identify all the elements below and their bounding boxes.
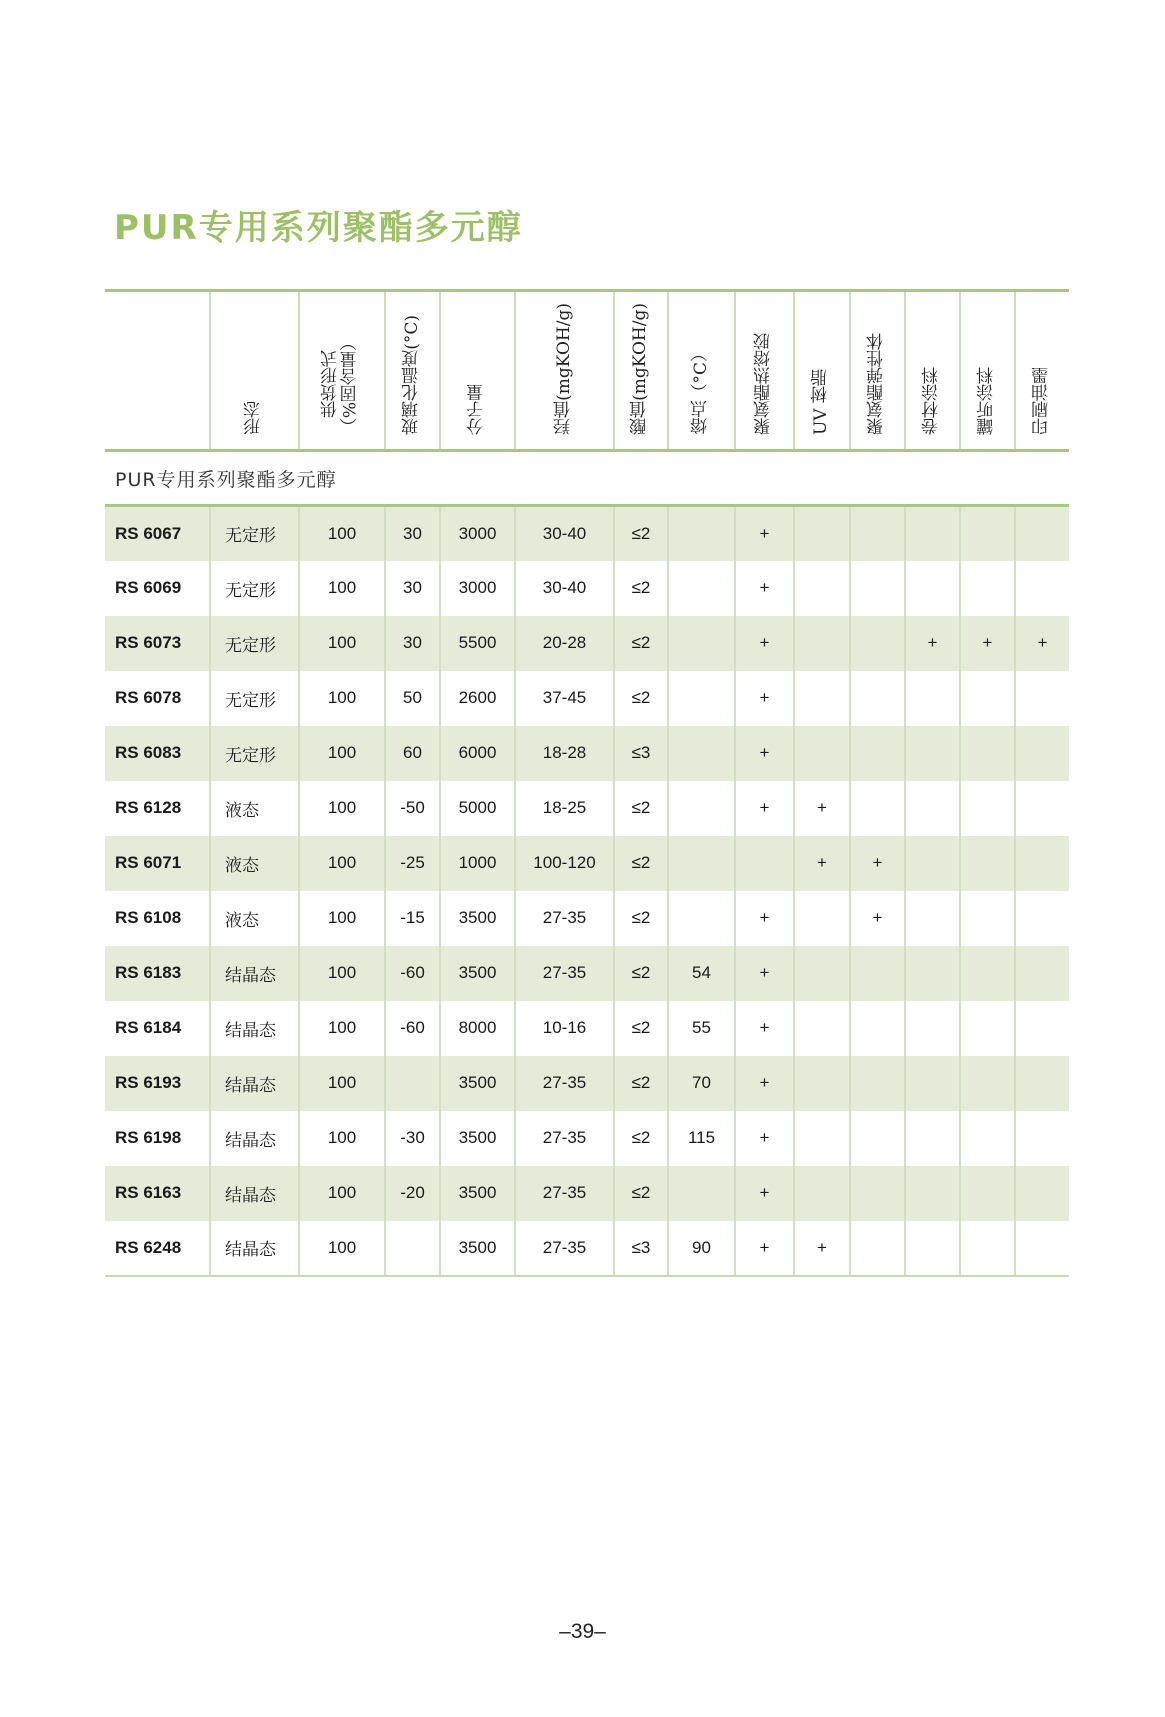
table-row <box>105 1221 1069 1276</box>
cell-can-coating <box>960 1221 1015 1276</box>
table-header-row <box>105 291 1069 451</box>
cell-supply-form: 100 <box>299 506 385 561</box>
cell-hydroxyl-value: 27-35 <box>515 1056 614 1111</box>
cell-printing-ink <box>1015 671 1069 726</box>
cell-pu-hotmelt: + <box>735 616 794 671</box>
cell-molecular-weight: 3500 <box>440 1166 515 1221</box>
cell-pu-hotmelt: + <box>735 1166 794 1221</box>
cell-pu-hotmelt: + <box>735 1001 794 1056</box>
cell-product-code: RS 6248 <box>105 1221 210 1276</box>
cell-pu-elastomer <box>850 1221 905 1276</box>
cell-product-code: RS 6183 <box>105 946 210 1001</box>
cell-pu-elastomer <box>850 506 905 561</box>
cell-can-coating <box>960 781 1015 836</box>
cell-coil-coating <box>905 836 960 891</box>
cell-form: 无定形 <box>210 671 299 726</box>
header-tg-label: 玻璃化温度(°C) <box>401 315 422 435</box>
cell-coil-coating <box>905 671 960 726</box>
cell-molecular-weight: 2600 <box>440 671 515 726</box>
cell-uv-resin <box>794 506 850 561</box>
cell-pu-hotmelt: + <box>735 781 794 836</box>
cell-product-code: RS 6184 <box>105 1001 210 1056</box>
cell-coil-coating <box>905 561 960 616</box>
cell-can-coating <box>960 946 1015 1001</box>
header-supply-form-label: 供货形式 （%固含量） <box>321 333 361 435</box>
cell-supply-form: 100 <box>299 726 385 781</box>
cell-hydroxyl-value: 10-16 <box>515 1001 614 1056</box>
cell-uv-resin <box>794 561 850 616</box>
cell-supply-form: 100 <box>299 946 385 1001</box>
cell-form: 结晶态 <box>210 1221 299 1276</box>
cell-printing-ink <box>1015 836 1069 891</box>
cell-acid-value: ≤2 <box>614 1111 668 1166</box>
cell-form: 无定形 <box>210 561 299 616</box>
cell-hydroxyl-value: 27-35 <box>515 1111 614 1166</box>
header-acid-value-label: 酸值(mgKOH/g) <box>630 303 651 435</box>
table-row <box>105 891 1069 946</box>
cell-hydroxyl-value: 37-45 <box>515 671 614 726</box>
cell-can-coating <box>960 726 1015 781</box>
cell-molecular-weight: 5500 <box>440 616 515 671</box>
cell-pu-elastomer <box>850 671 905 726</box>
cell-tg: -50 <box>385 781 440 836</box>
cell-product-code: RS 6069 <box>105 561 210 616</box>
cell-tg: -20 <box>385 1166 440 1221</box>
section-label: PUR专用系列聚酯多元醇 <box>105 451 1069 506</box>
cell-tg <box>385 1056 440 1111</box>
cell-tg: -15 <box>385 891 440 946</box>
table-row <box>105 616 1069 671</box>
header-form-label: 形态 <box>243 401 264 435</box>
table-row <box>105 506 1069 561</box>
table-row <box>105 726 1069 781</box>
cell-coil-coating <box>905 726 960 781</box>
header-uv-resin <box>794 291 850 451</box>
cell-molecular-weight: 5000 <box>440 781 515 836</box>
cell-supply-form: 100 <box>299 891 385 946</box>
cell-can-coating <box>960 506 1015 561</box>
cell-melting-point <box>668 1166 735 1221</box>
cell-tg: -60 <box>385 946 440 1001</box>
cell-molecular-weight: 6000 <box>440 726 515 781</box>
cell-pu-elastomer <box>850 1056 905 1111</box>
cell-pu-hotmelt: + <box>735 1221 794 1276</box>
cell-acid-value: ≤2 <box>614 1056 668 1111</box>
cell-form: 结晶态 <box>210 1111 299 1166</box>
cell-supply-form: 100 <box>299 671 385 726</box>
cell-supply-form: 100 <box>299 1221 385 1276</box>
table-row <box>105 1056 1069 1111</box>
header-product <box>105 291 210 451</box>
cell-tg: 30 <box>385 561 440 616</box>
cell-pu-elastomer <box>850 726 905 781</box>
cell-product-code: RS 6108 <box>105 891 210 946</box>
cell-hydroxyl-value: 30-40 <box>515 561 614 616</box>
cell-printing-ink <box>1015 781 1069 836</box>
cell-supply-form: 100 <box>299 561 385 616</box>
cell-product-code: RS 6163 <box>105 1166 210 1221</box>
cell-can-coating <box>960 1001 1015 1056</box>
cell-melting-point <box>668 836 735 891</box>
cell-hydroxyl-value: 27-35 <box>515 1166 614 1221</box>
cell-product-code: RS 6198 <box>105 1111 210 1166</box>
cell-coil-coating <box>905 781 960 836</box>
cell-pu-elastomer <box>850 781 905 836</box>
cell-hydroxyl-value: 27-35 <box>515 891 614 946</box>
cell-supply-form: 100 <box>299 1056 385 1111</box>
cell-tg: -60 <box>385 1001 440 1056</box>
cell-molecular-weight: 3000 <box>440 506 515 561</box>
cell-printing-ink <box>1015 1221 1069 1276</box>
cell-tg: 60 <box>385 726 440 781</box>
cell-uv-resin <box>794 1001 850 1056</box>
cell-form: 液态 <box>210 836 299 891</box>
cell-acid-value: ≤2 <box>614 891 668 946</box>
cell-coil-coating <box>905 1001 960 1056</box>
cell-uv-resin: + <box>794 781 850 836</box>
cell-molecular-weight: 3500 <box>440 891 515 946</box>
cell-acid-value: ≤3 <box>614 726 668 781</box>
cell-printing-ink <box>1015 1111 1069 1166</box>
cell-molecular-weight: 8000 <box>440 1001 515 1056</box>
cell-supply-form: 100 <box>299 1111 385 1166</box>
header-pu-elastomer <box>850 291 905 451</box>
cell-melting-point: 90 <box>668 1221 735 1276</box>
cell-hydroxyl-value: 18-28 <box>515 726 614 781</box>
cell-uv-resin <box>794 726 850 781</box>
cell-form: 无定形 <box>210 506 299 561</box>
cell-pu-hotmelt: + <box>735 946 794 1001</box>
cell-tg: -30 <box>385 1111 440 1166</box>
table-row <box>105 946 1069 1001</box>
cell-can-coating <box>960 1111 1015 1166</box>
cell-melting-point <box>668 506 735 561</box>
cell-tg: 50 <box>385 671 440 726</box>
cell-hydroxyl-value: 30-40 <box>515 506 614 561</box>
cell-product-code: RS 6083 <box>105 726 210 781</box>
header-hydroxyl-value <box>515 291 614 451</box>
cell-product-code: RS 6128 <box>105 781 210 836</box>
cell-can-coating <box>960 836 1015 891</box>
cell-tg <box>385 1221 440 1276</box>
cell-pu-elastomer <box>850 616 905 671</box>
cell-melting-point: 54 <box>668 946 735 1001</box>
header-printing-ink <box>1015 291 1069 451</box>
page-number: –39– <box>559 1620 606 1643</box>
cell-product-code: RS 6073 <box>105 616 210 671</box>
cell-melting-point <box>668 781 735 836</box>
header-pu-hotmelt <box>735 291 794 451</box>
cell-product-code: RS 6193 <box>105 1056 210 1111</box>
cell-acid-value: ≤2 <box>614 561 668 616</box>
cell-tg: 30 <box>385 616 440 671</box>
cell-form: 无定形 <box>210 726 299 781</box>
cell-product-code: RS 6067 <box>105 506 210 561</box>
cell-pu-hotmelt: + <box>735 1056 794 1111</box>
header-pu-hotmelt-label: 聚氨酯热熔胶 <box>753 333 774 435</box>
cell-supply-form: 100 <box>299 781 385 836</box>
cell-melting-point <box>668 671 735 726</box>
header-supply-form <box>299 291 385 451</box>
cell-printing-ink <box>1015 1166 1069 1221</box>
table-row <box>105 671 1069 726</box>
cell-melting-point <box>668 561 735 616</box>
cell-uv-resin: + <box>794 1221 850 1276</box>
cell-pu-elastomer: + <box>850 836 905 891</box>
cell-can-coating <box>960 1166 1015 1221</box>
header-hydroxyl-value-label: 羟值(mgKOH/g) <box>553 303 574 435</box>
cell-molecular-weight: 3500 <box>440 1221 515 1276</box>
cell-form: 结晶态 <box>210 1166 299 1221</box>
cell-supply-form: 100 <box>299 616 385 671</box>
header-printing-ink-label: 印刷油墨 <box>1031 367 1052 435</box>
cell-molecular-weight: 1000 <box>440 836 515 891</box>
table-row <box>105 836 1069 891</box>
cell-uv-resin <box>794 1166 850 1221</box>
cell-acid-value: ≤2 <box>614 836 668 891</box>
cell-form: 液态 <box>210 781 299 836</box>
table-row <box>105 561 1069 616</box>
cell-form: 结晶态 <box>210 946 299 1001</box>
cell-printing-ink <box>1015 506 1069 561</box>
cell-form: 结晶态 <box>210 1056 299 1111</box>
cell-melting-point: 70 <box>668 1056 735 1111</box>
cell-coil-coating <box>905 891 960 946</box>
cell-pu-elastomer <box>850 561 905 616</box>
header-molecular-weight-label: 分子量 <box>466 384 487 435</box>
cell-pu-hotmelt <box>735 836 794 891</box>
cell-printing-ink <box>1015 946 1069 1001</box>
cell-coil-coating <box>905 1221 960 1276</box>
cell-molecular-weight: 3000 <box>440 561 515 616</box>
cell-uv-resin: + <box>794 836 850 891</box>
cell-molecular-weight: 3500 <box>440 1056 515 1111</box>
cell-can-coating <box>960 561 1015 616</box>
header-tg <box>385 291 440 451</box>
cell-melting-point: 115 <box>668 1111 735 1166</box>
cell-acid-value: ≤3 <box>614 1221 668 1276</box>
cell-coil-coating <box>905 1056 960 1111</box>
cell-coil-coating <box>905 506 960 561</box>
cell-printing-ink <box>1015 891 1069 946</box>
page-title: PUR专用系列聚酯多元醇 <box>114 208 523 248</box>
header-melting-point <box>668 291 735 451</box>
cell-pu-elastomer: + <box>850 891 905 946</box>
cell-acid-value: ≤2 <box>614 616 668 671</box>
cell-molecular-weight: 3500 <box>440 946 515 1001</box>
cell-melting-point <box>668 726 735 781</box>
cell-hydroxyl-value: 100-120 <box>515 836 614 891</box>
cell-hydroxyl-value: 27-35 <box>515 946 614 1001</box>
header-can-coating-label: 罐听涂料 <box>976 367 997 435</box>
cell-pu-elastomer <box>850 946 905 1001</box>
cell-tg: -25 <box>385 836 440 891</box>
cell-can-coating <box>960 1056 1015 1111</box>
cell-printing-ink <box>1015 726 1069 781</box>
cell-pu-hotmelt: + <box>735 1111 794 1166</box>
header-coil-coating <box>905 291 960 451</box>
cell-form: 结晶态 <box>210 1001 299 1056</box>
table-row <box>105 781 1069 836</box>
cell-pu-hotmelt: + <box>735 726 794 781</box>
cell-printing-ink <box>1015 1056 1069 1111</box>
cell-uv-resin <box>794 616 850 671</box>
cell-acid-value: ≤2 <box>614 1001 668 1056</box>
cell-pu-hotmelt: + <box>735 561 794 616</box>
cell-printing-ink <box>1015 1001 1069 1056</box>
section-row <box>105 451 1069 506</box>
cell-form: 液态 <box>210 891 299 946</box>
cell-hydroxyl-value: 18-25 <box>515 781 614 836</box>
cell-pu-elastomer <box>850 1166 905 1221</box>
cell-melting-point: 55 <box>668 1001 735 1056</box>
cell-printing-ink <box>1015 561 1069 616</box>
header-melting-point-label: 熔点（°C） <box>690 345 711 435</box>
cell-uv-resin <box>794 891 850 946</box>
cell-coil-coating <box>905 1166 960 1221</box>
cell-supply-form: 100 <box>299 1166 385 1221</box>
cell-pu-hotmelt: + <box>735 891 794 946</box>
header-uv-resin-label: UV 树脂 <box>811 368 832 435</box>
cell-can-coating: + <box>960 616 1015 671</box>
header-acid-value <box>614 291 668 451</box>
cell-can-coating <box>960 671 1015 726</box>
cell-melting-point <box>668 616 735 671</box>
cell-uv-resin <box>794 1056 850 1111</box>
cell-can-coating <box>960 891 1015 946</box>
cell-coil-coating: + <box>905 616 960 671</box>
cell-acid-value: ≤2 <box>614 671 668 726</box>
cell-product-code: RS 6071 <box>105 836 210 891</box>
cell-uv-resin <box>794 671 850 726</box>
cell-product-code: RS 6078 <box>105 671 210 726</box>
cell-acid-value: ≤2 <box>614 1166 668 1221</box>
cell-melting-point <box>668 891 735 946</box>
cell-pu-hotmelt: + <box>735 671 794 726</box>
cell-coil-coating <box>905 946 960 1001</box>
header-can-coating <box>960 291 1015 451</box>
cell-hydroxyl-value: 27-35 <box>515 1221 614 1276</box>
header-form <box>210 291 299 451</box>
product-spec-table <box>105 289 1069 1277</box>
cell-pu-hotmelt: + <box>735 506 794 561</box>
header-coil-coating-label: 卷材涂料 <box>921 367 942 435</box>
cell-pu-elastomer <box>850 1001 905 1056</box>
cell-acid-value: ≤2 <box>614 506 668 561</box>
cell-pu-elastomer <box>850 1111 905 1166</box>
table-row <box>105 1001 1069 1056</box>
cell-acid-value: ≤2 <box>614 781 668 836</box>
cell-form: 无定形 <box>210 616 299 671</box>
cell-molecular-weight: 3500 <box>440 1111 515 1166</box>
cell-printing-ink: + <box>1037 633 1048 652</box>
table-row <box>105 1166 1069 1221</box>
cell-coil-coating <box>905 1111 960 1166</box>
cell-tg: 30 <box>385 506 440 561</box>
cell-uv-resin <box>794 946 850 1001</box>
cell-hydroxyl-value: 20-28 <box>515 616 614 671</box>
header-pu-elastomer-label: 聚氨酯弹性体 <box>866 333 887 435</box>
cell-uv-resin <box>794 1111 850 1166</box>
cell-supply-form: 100 <box>299 836 385 891</box>
cell-supply-form: 100 <box>299 1001 385 1056</box>
header-molecular-weight <box>440 291 515 451</box>
cell-acid-value: ≤2 <box>614 946 668 1001</box>
table-row <box>105 1111 1069 1166</box>
